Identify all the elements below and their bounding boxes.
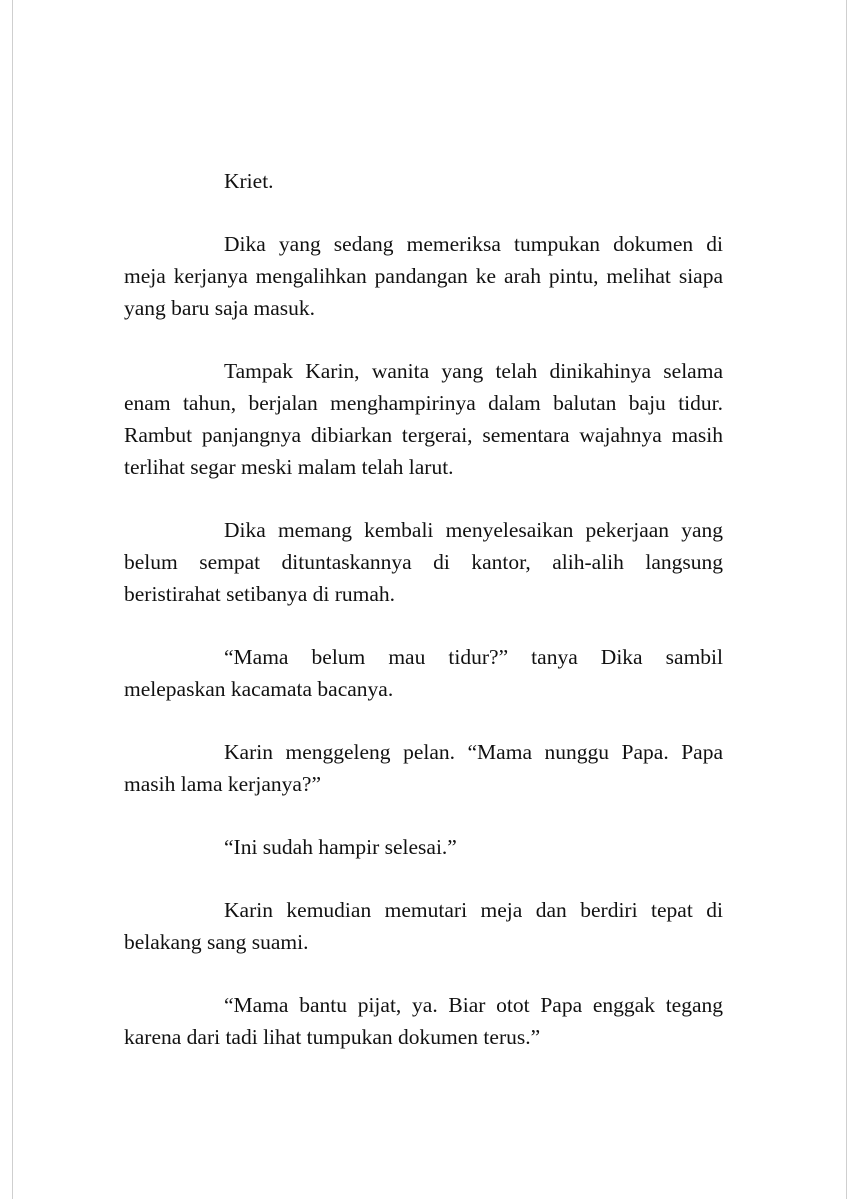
paragraph: Karin menggeleng pelan. “Mama nunggu Papa. Papa masih lama kerjanya?” [124, 740, 723, 796]
paragraph: Kriet. [224, 169, 274, 193]
document-body [124, 165, 723, 1084]
paragraph: “Mama belum mau tidur?” tanya Dika sambil melepaskan kacamata bacanya. [124, 645, 723, 701]
paragraph: Dika yang sedang memeriksa tumpukan dokumen di meja kerjanya mengalihkan pandangan ke arah pintu, melihat siapa yang baru saja masuk. [124, 232, 723, 320]
paragraph: Tampak Karin, wanita yang telah dinikahinya selama enam tahun, berjalan menghampirinya dalam balutan baju tidur. Rambut panjangnya dibiarkan tergerai, sementara wajahnya masih terlihat segar meski malam telah larut. [124, 359, 723, 479]
document-page [12, 0, 847, 1199]
paragraph: “Mama bantu pijat, ya. Biar otot Papa enggak tegang karena dari tadi lihat tumpukan dokumen terus.” [124, 993, 723, 1049]
paragraph: Dika memang kembali menyelesaikan pekerjaan yang belum sempat dituntaskannya di kantor, alih-alih langsung beristirahat setibanya di rumah. [124, 518, 723, 606]
paragraph: “Ini sudah hampir selesai.” [224, 835, 457, 859]
paragraph: Karin kemudian memutari meja dan berdiri tepat di belakang sang suami. [124, 898, 723, 954]
